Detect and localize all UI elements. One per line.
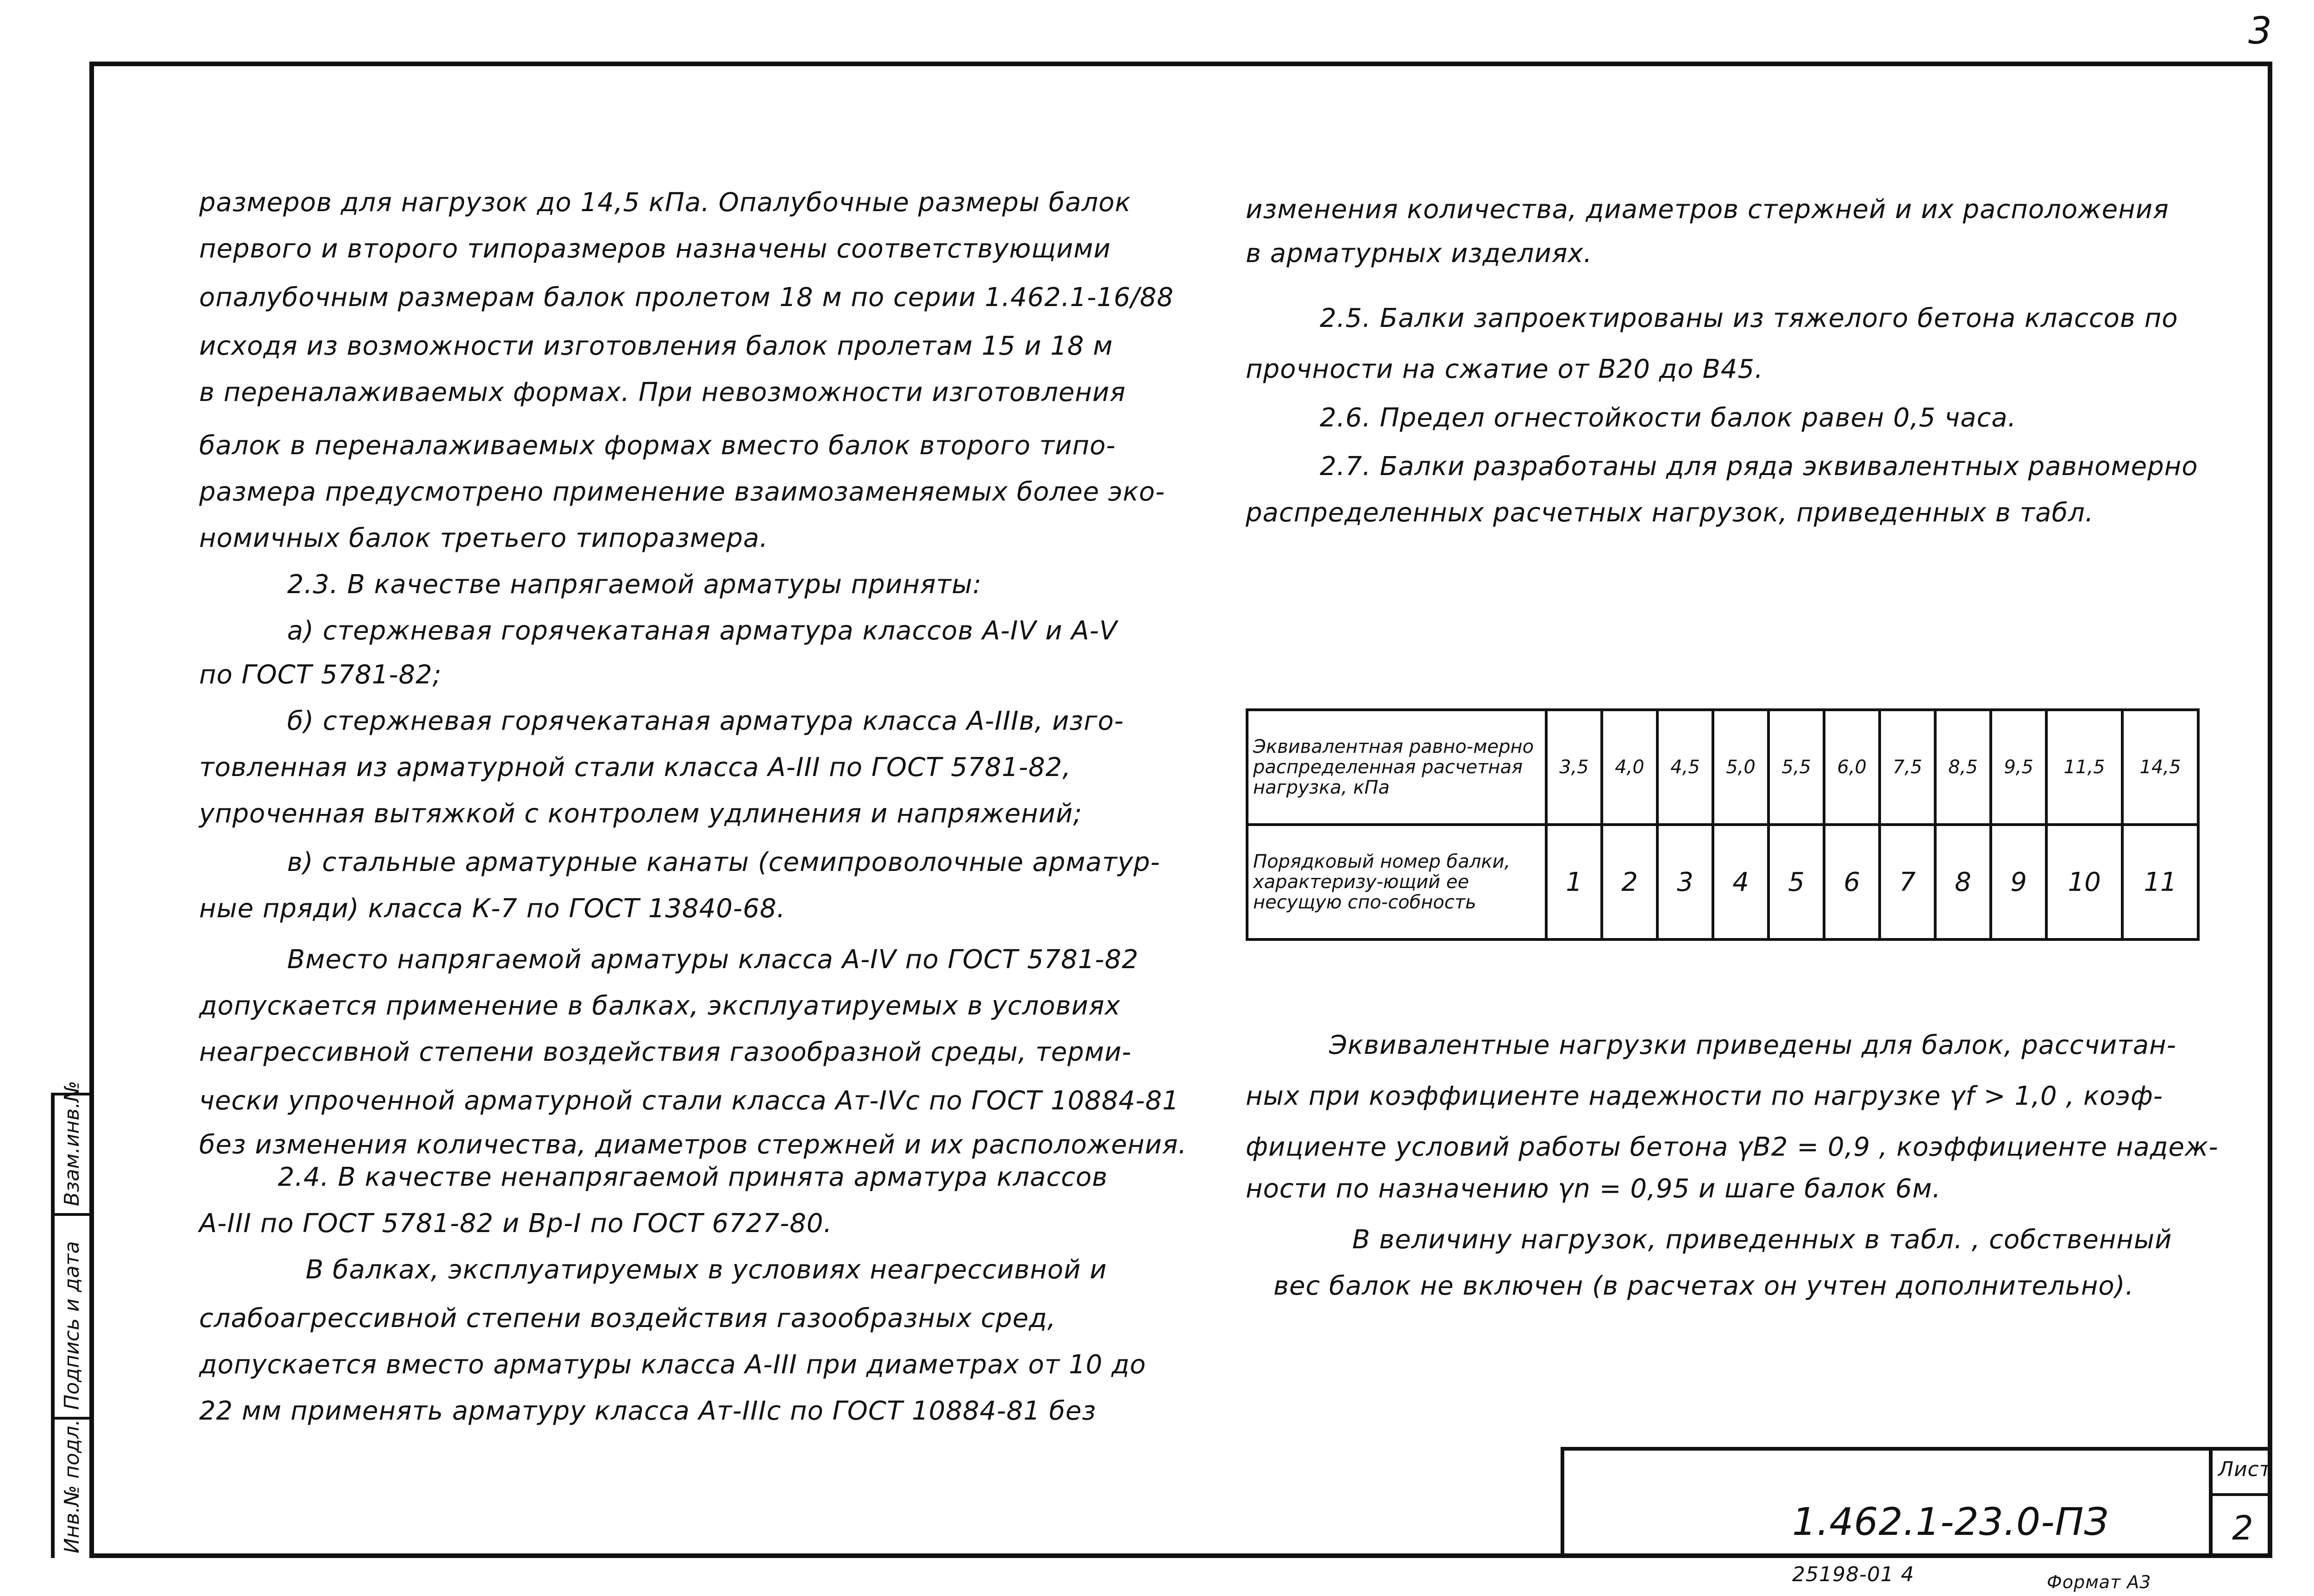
text-line: распределенных расчетных нагрузок, приведенных в табл. — [1246, 498, 2094, 528]
table-row-loads — [1247, 710, 2198, 825]
side-stamp-line — [51, 1093, 55, 1558]
table-cell-load: 7,5 — [1880, 710, 1935, 825]
text-line: размера предусмотрено применение взаимозаменяемых более эко- — [199, 477, 1165, 507]
table-cell-load: 11,5 — [2046, 710, 2122, 825]
text-line: первого и второго типоразмеров назначены соответствующими — [199, 234, 1111, 264]
title-block-divider — [2209, 1493, 2272, 1496]
text-line: исходя из возможности изготовления балок пролетам 15 и 18 м — [199, 331, 1113, 361]
text-line: фициенте условий работы бетона γB2 = 0,9 , коэффициенте надеж- — [1246, 1132, 2219, 1162]
text-line: упроченная вытяжкой с контролем удлинения и напряжений; — [199, 799, 1083, 829]
text-line: по ГОСТ 5781-82; — [199, 660, 442, 690]
table-cell-load: 5,0 — [1713, 710, 1768, 825]
text-line: допускается вместо арматуры класса А-III при диаметрах от 10 до — [199, 1350, 1147, 1380]
text-line: чески упроченной арматурной стали класса Ат-IVс по ГОСТ 10884-81 — [199, 1086, 1179, 1116]
text-line: балок в переналаживаемых формах вместо балок второго типо- — [199, 431, 1116, 461]
text-line: 2.4. В качестве ненапрягаемой принята арматура классов — [278, 1162, 1108, 1192]
text-line: размеров для нагрузок до 14,5 кПа. Опалубочные размеры балок — [199, 188, 1131, 218]
text-line: А-III по ГОСТ 5781-82 и Вр-I по ГОСТ 6727-80. — [199, 1208, 833, 1239]
text-line: Эквивалентные нагрузки приведены для балок, рассчитан- — [1329, 1030, 2176, 1060]
text-line: В балках, эксплуатируемых в условиях неагрессивной и — [306, 1255, 1107, 1285]
text-line: б) стержневая горячекатаная арматура класса А-IIIв, изго- — [287, 706, 1124, 736]
table-cell-load: 4,5 — [1657, 710, 1713, 825]
text-line: допускается применение в балках, эксплуатируемых в условиях — [199, 991, 1121, 1021]
table-cell-load: 8,5 — [1935, 710, 1991, 825]
text-line: 2.3. В качестве напрягаемой арматуры приняты: — [287, 570, 982, 600]
table-row-beam-number — [1247, 825, 2198, 939]
text-line: ные пряди) класса К-7 по ГОСТ 13840-68. — [199, 894, 786, 924]
table-cell-load: 9,5 — [1991, 710, 2046, 825]
table-cell-beam-number: 1 — [1546, 825, 1602, 939]
side-stamp-sign-date: Подпись и дата — [60, 1241, 84, 1410]
page-number: 3 — [2248, 9, 2272, 52]
table-cell-beam-number: 10 — [2046, 825, 2122, 939]
text-line: изменения количества, диаметров стержней и их расположения — [1246, 194, 2169, 225]
table-cell-beam-number: 9 — [1991, 825, 2046, 939]
text-line: в арматурных изделиях. — [1246, 238, 1593, 269]
text-line: прочности на сжатие от В20 до В45. — [1246, 354, 1763, 384]
document-designation: 1.462.1-23.0-ПЗ — [1792, 1500, 2109, 1544]
text-line: ности по назначению γn = 0,95 и шаге балок 6м. — [1246, 1174, 1941, 1204]
table-cell-load: 4,0 — [1602, 710, 1657, 825]
table-cell-beam-number: 8 — [1935, 825, 1991, 939]
side-stamp-replace-inv: Взам.инв.№ — [60, 1081, 84, 1206]
text-line: в переналаживаемых формах. При невозможности изготовления — [199, 377, 1126, 407]
sheet-label: Лист — [2218, 1458, 2272, 1481]
text-line: неагрессивной степени воздействия газообразной среды, терми- — [199, 1037, 1132, 1067]
text-line: вес балок не включен (в расчетах он учтен дополнительно). — [1273, 1271, 2134, 1301]
text-line: 2.7. Балки разработаны для ряда эквивалентных равномерно — [1320, 451, 2198, 482]
copy-number: 25198-01 4 — [1792, 1563, 1914, 1586]
table-cell-load: 14,5 — [2122, 710, 2198, 825]
table-header-beam-number: Порядковый номер балки, характеризу-ющий ее несущую спо-собность — [1247, 825, 1546, 939]
text-line: ных при коэффициенте надежности по нагрузке γf > 1,0 , коэф- — [1246, 1081, 2163, 1111]
table-cell-beam-number: 5 — [1768, 825, 1824, 939]
equivalent-loads-table — [1246, 708, 2200, 941]
text-line: 2.5. Балки запроектированы из тяжелого бетона классов по — [1320, 303, 2178, 333]
table-cell-beam-number: 6 — [1824, 825, 1880, 939]
table-cell-beam-number: 7 — [1880, 825, 1935, 939]
text-line: слабоагрессивной степени воздействия газообразных сред, — [199, 1303, 1056, 1333]
text-line: 22 мм применять арматуру класса Ат-IIIс по ГОСТ 10884-81 без — [199, 1396, 1097, 1426]
text-line: 2.6. Предел огнестойкости балок равен 0,5 часа. — [1320, 403, 2017, 433]
side-stamp-divider — [51, 1213, 93, 1216]
table-cell-load: 6,0 — [1824, 710, 1880, 825]
table-cell-beam-number: 11 — [2122, 825, 2198, 939]
table-cell-beam-number: 2 — [1602, 825, 1657, 939]
text-line: без изменения количества, диаметров стержней и их расположения. — [199, 1130, 1187, 1160]
text-line: номичных балок третьего типоразмера. — [199, 523, 768, 553]
text-line: а) стержневая горячекатаная арматура классов А-IV и А-V — [287, 616, 1118, 646]
text-line: в) стальные арматурные канаты (семипроволочные арматур- — [287, 847, 1160, 877]
text-line: опалубочным размерам балок пролетом 18 м по серии 1.462.1-16/88 — [199, 282, 1174, 313]
format-label: Формат А3 — [2047, 1572, 2151, 1592]
side-stamp-inv-no: Инв.№ подл. — [60, 1419, 84, 1553]
table-cell-load: 5,5 — [1768, 710, 1824, 825]
table-cell-beam-number: 4 — [1713, 825, 1768, 939]
title-block-divider — [2209, 1447, 2213, 1558]
table-cell-load: 3,5 — [1546, 710, 1602, 825]
table-header-load: Эквивалентная равно-мерно распределенная расчетная нагрузка, кПа — [1247, 710, 1546, 825]
text-line: Вместо напрягаемой арматуры класса А-IV по ГОСТ 5781-82 — [287, 945, 1139, 975]
text-line: В величину нагрузок, приведенных в табл. , собственный — [1352, 1225, 2172, 1255]
sheet-number: 2 — [2232, 1508, 2254, 1547]
text-line: товленная из арматурной стали класса А-III по ГОСТ 5781-82, — [199, 752, 1071, 782]
table-cell-beam-number: 3 — [1657, 825, 1713, 939]
